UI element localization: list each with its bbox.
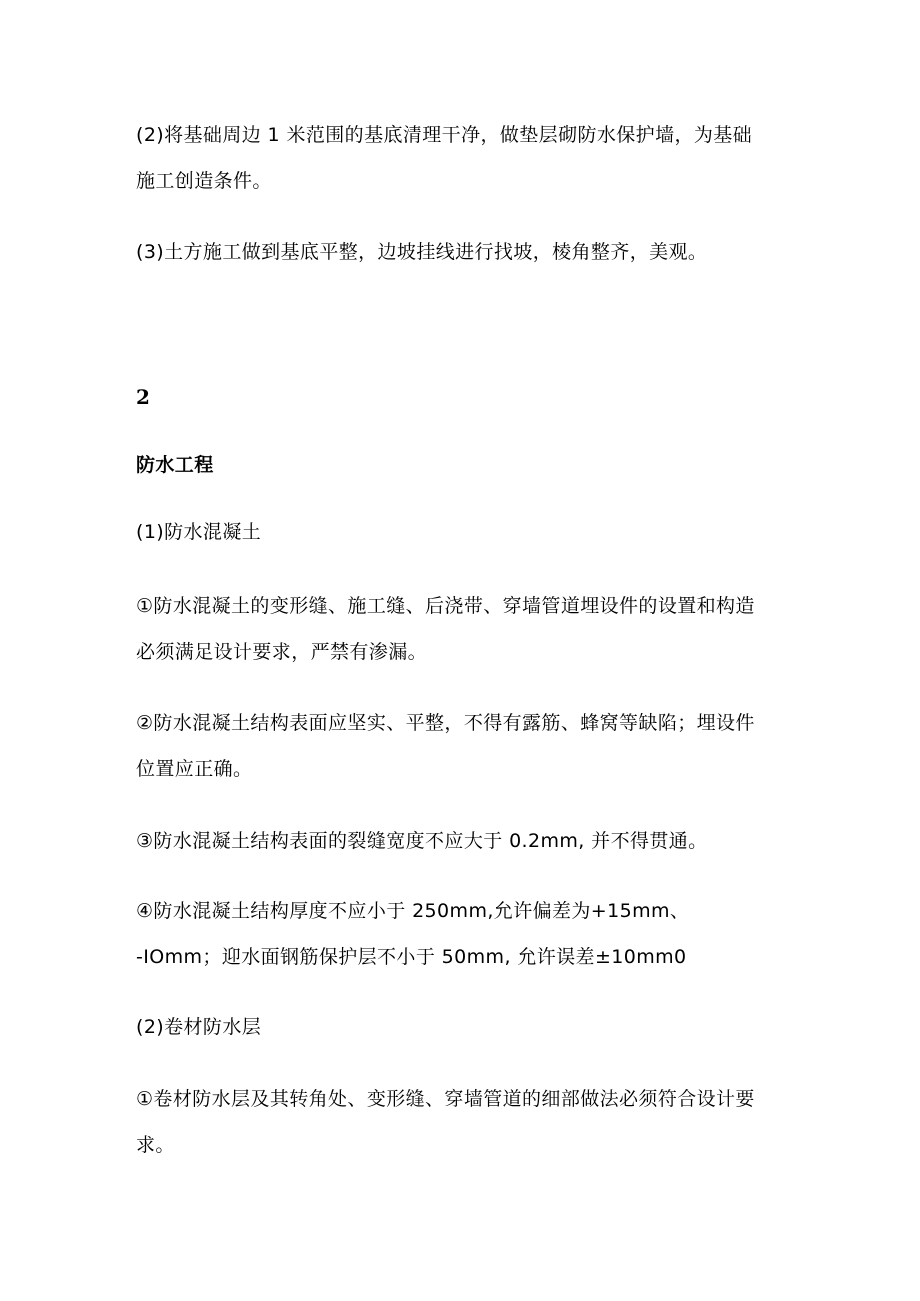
paragraph-line: ②防水混凝土结构表面应坚实、平整，不得有露筋、蜂窝等缺陷；埋设件 bbox=[136, 712, 755, 734]
list-item-2 bbox=[136, 700, 786, 792]
paragraph-line: ①防水混凝土的变形缝、施工缝、后浇带、穿墙管道埋设件的设置和构造 bbox=[136, 595, 755, 617]
paragraph-foundation-cleanup bbox=[136, 112, 786, 204]
paragraph-line: (1)防水混凝土 bbox=[136, 521, 262, 543]
subsection-title-membrane bbox=[136, 1004, 786, 1050]
paragraph-line: 求。 bbox=[136, 1134, 175, 1156]
paragraph-line: (2)将基础周边 1 米范围的基底清理干净，做垫层砌防水保护墙，为基础 bbox=[136, 124, 753, 146]
paragraph-earthwork bbox=[136, 229, 786, 275]
paragraph-line: 施工创造条件。 bbox=[136, 170, 272, 192]
paragraph-line: (2)卷材防水层 bbox=[136, 1016, 262, 1038]
paragraph-line: 必须满足设计要求，严禁有渗漏。 bbox=[136, 641, 428, 663]
paragraph-line: -IOmm；迎水面钢筋保护层不小于 50mm, 允许误差±10mm0 bbox=[136, 946, 687, 968]
section-number: 2 bbox=[136, 385, 150, 409]
list-item-4 bbox=[136, 888, 786, 980]
list-item-3 bbox=[136, 818, 786, 864]
paragraph-line: ①卷材防水层及其转角处、变形缝、穿墙管道的细部做法必须符合设计要 bbox=[136, 1088, 755, 1110]
list-item-5 bbox=[136, 1076, 786, 1168]
paragraph-line: ④防水混凝土结构厚度不应小于 250mm,允许偏差为+15mm、 bbox=[136, 900, 690, 922]
paragraph-line: 位置应正确。 bbox=[136, 758, 253, 780]
list-item-1 bbox=[136, 583, 786, 675]
paragraph-line: ③防水混凝土结构表面的裂缝宽度不应大于 0.2mm, 并不得贯通。 bbox=[136, 830, 708, 852]
section-title: 防水工程 bbox=[136, 454, 214, 476]
paragraph-line: (3)土方施工做到基底平整，边坡挂线进行找坡，棱角整齐，美观。 bbox=[136, 241, 708, 263]
subsection-title-waterproof-concrete bbox=[136, 509, 786, 555]
